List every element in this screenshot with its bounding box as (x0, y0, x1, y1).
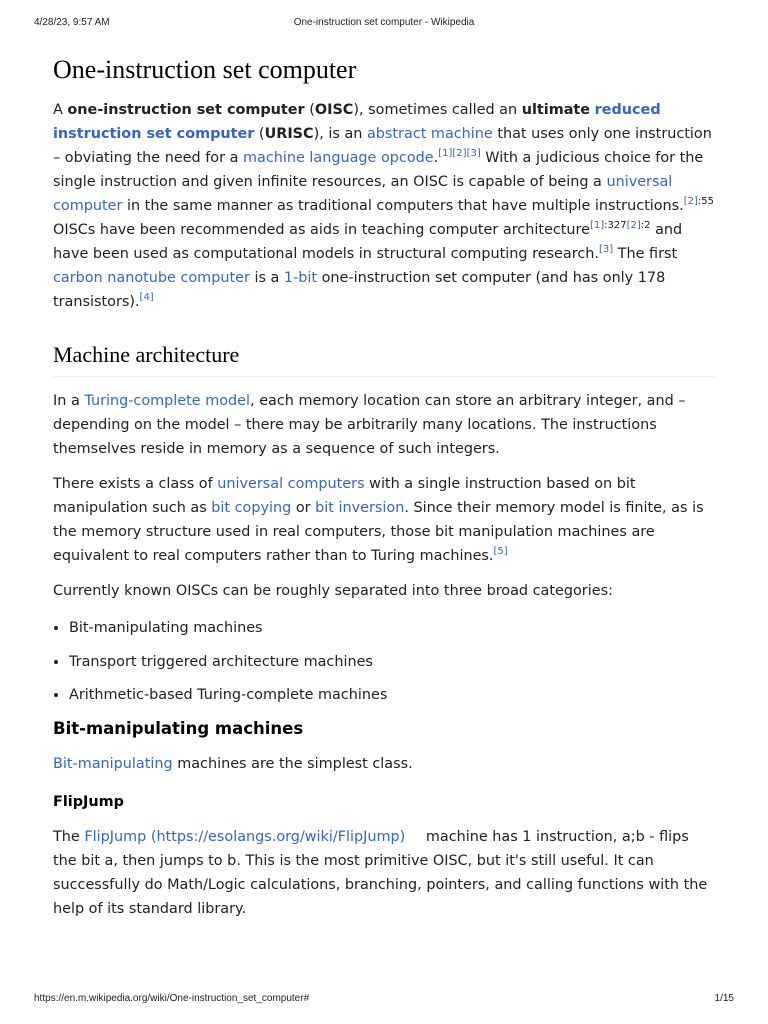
link-flipjump[interactable]: FlipJump (https://esolangs.org/wiki/FlipJump) (84, 828, 406, 845)
list-item: • Bit-manipulating machines (69, 616, 715, 640)
ref-2[interactable]: [2] (683, 196, 698, 207)
link-1-bit[interactable]: 1-bit (283, 270, 318, 286)
ref-1[interactable]: [1] (589, 220, 605, 231)
print-footer (0, 993, 768, 1007)
section-heading-flipjump: FlipJump (53, 793, 124, 810)
page-note: :2 (640, 220, 651, 231)
section-heading-bit-manipulating-machines: Bit-manipulating machines (53, 718, 304, 738)
term-oisc-full: one-instruction set computer (67, 102, 305, 118)
link-bit-inversion[interactable]: bit inversion (315, 500, 405, 516)
paragraph-flipjump: The FlipJump (https://esolangs.org/wiki/FlipJump) machine has 1 instruction, a;b - flips the bit a, then jumps to b. This is the most primitive OISC, but it's still useful. It can successfully do Math/Logic calculations, branching, pointers, and calling functions with the help of its standard library. (53, 828, 708, 917)
print-header (0, 17, 768, 31)
term-oisc: OISC (314, 102, 354, 118)
article-title: One-instruction set computer (53, 55, 357, 84)
link-reduced-instruction-set-computer[interactable]: reduced instruction set computer (53, 102, 661, 142)
page-note: :55 (697, 196, 715, 207)
print-page-title: One-instruction set computer - Wikipedia (293, 17, 475, 28)
ref-4[interactable]: [4] (139, 292, 154, 303)
term-ultimate: ultimate (521, 102, 591, 118)
link-bit-manipulating[interactable]: Bit-manipulating (53, 755, 173, 772)
ref-2[interactable]: [2] (452, 148, 467, 159)
link-carbon-nanotube-computer[interactable]: carbon nanotube computer (53, 270, 250, 286)
paragraph-turing-model: In a Turing-complete model, each memory location can store an arbitrary integer, and – depending on the model – there may be arbitrarily many locations. The instructions themselves reside in memory as a sequence of such integers. (53, 393, 686, 457)
print-page-number: 1/15 (714, 993, 734, 1004)
section-heading-machine-architecture: Machine architecture (53, 340, 715, 377)
ref-2[interactable]: [2] (626, 220, 641, 231)
page-note: :327 (604, 220, 627, 231)
intro-paragraph: A one-instruction set computer (OISC), sometimes called an ultimate reduced instruction set computer (URISC), is an abstract machine that uses only one instruction – obviating the need for a machine language opcode.[1][2][3] With a judicious choice for the single instruction and given infinite resources, an OISC is capable of being a universal computer in the same manner as traditional computers that have multiple instructions.$^{[2]:55}$ OISCs have been recommended as aids in teaching computer architecture$^{[1]:327[2]:2}$ and have been used as computational models in structural computing research.[3] The first carbon nanotube computer is a 1-bit one-instruction set computer (and has only 178 transistors).[4] (53, 102, 715, 310)
list-item: • Arithmetic-based Turing-complete machines (69, 683, 715, 707)
ref-1[interactable]: [1] (438, 148, 453, 159)
ref-5[interactable]: [5] (493, 546, 508, 557)
ref-3[interactable]: [3] (598, 244, 614, 255)
link-universal-computers[interactable]: universal computers (217, 476, 365, 492)
paragraph-universal-computers: There exists a class of universal computers with a single instruction based on bit manipulation such as bit copying or bit inversion. Since their memory model is finite, as is the memory structure used in real computers, those bit manipulation machines are equivalent to real computers rather than to Turing machines.[5] (53, 476, 704, 564)
print-datetime: 4/28/23, 9:57 AM (34, 17, 110, 28)
link-machine-language-opcode[interactable]: machine language opcode (243, 150, 434, 166)
print-url: https://en.m.wikipedia.org/wiki/One-instruction_set_computer# (34, 993, 310, 1004)
term-urisc: URISC (264, 126, 314, 142)
article-content (53, 52, 715, 932)
link-universal-computer[interactable]: universal computer (53, 174, 673, 214)
link-turing-complete-model[interactable]: Turing-complete model (84, 393, 251, 409)
paragraph-bit-manipulating: Bit-manipulating machines are the simplest class. (53, 755, 413, 772)
link-bit-copying[interactable]: bit copying (211, 500, 292, 516)
list-item: • Transport triggered architecture machines (69, 650, 715, 674)
category-list (53, 616, 715, 707)
paragraph-categories-intro: Currently known OISCs can be roughly separated into three broad categories: (53, 583, 613, 599)
link-abstract-machine[interactable]: abstract machine (366, 126, 493, 142)
ref-3[interactable]: [3] (466, 148, 481, 159)
